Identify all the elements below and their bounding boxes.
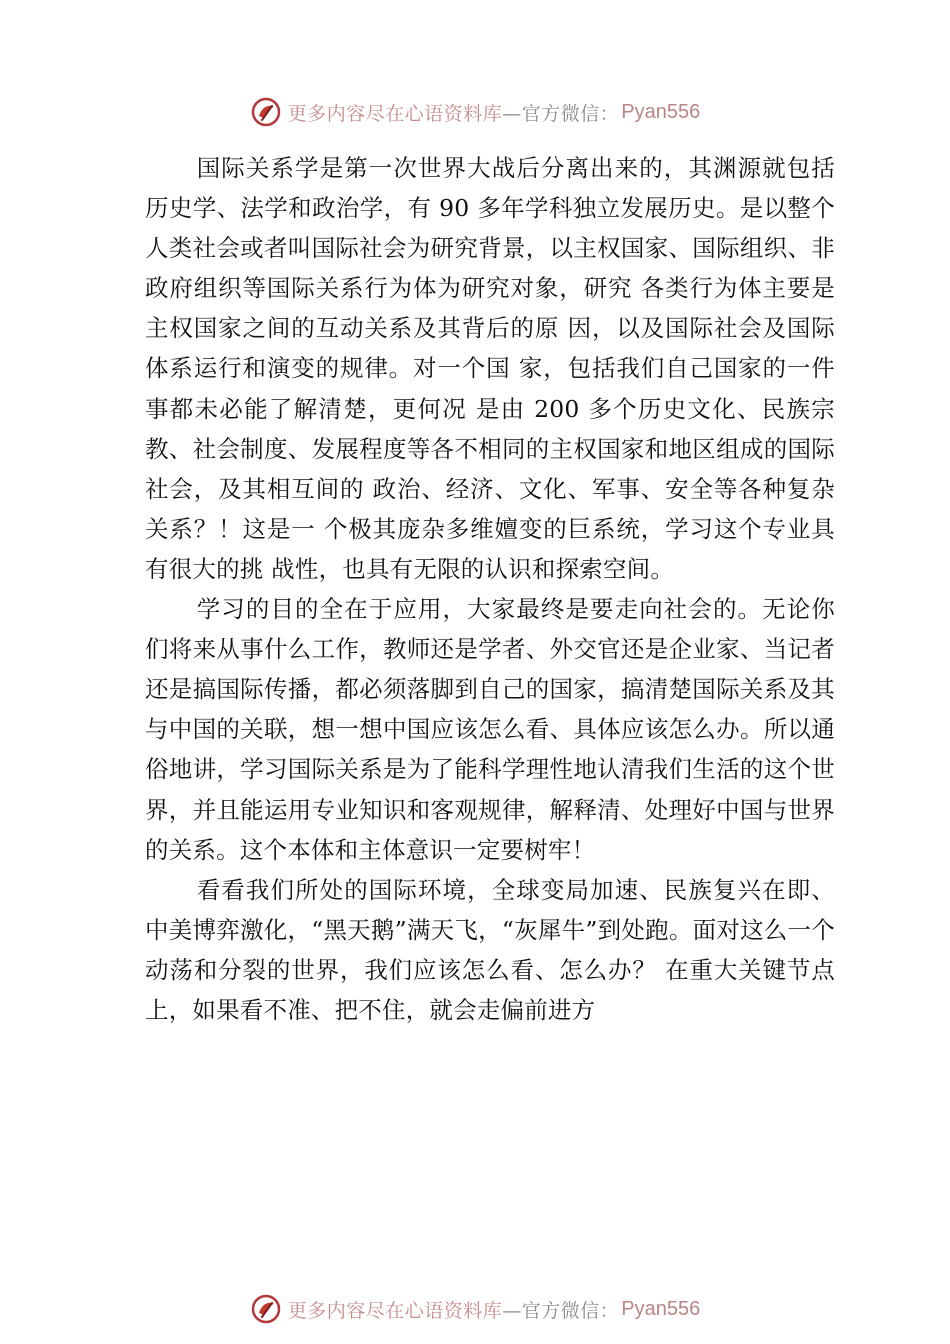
- paragraph-1: 国际关系学是第一次世界大战后分离出来的，其渊源就包括历史学、法学和政治学，有 90 多年学科独立发展历史。是以整个人类社会或者叫国际社会为研究背景，以主权国家、国际组织、非政府组织等国际关系行为体为研究对象，研究 各类行为体主要是主权国家之间的互动关系及其背后的原 因，以及国际社会及国际体系运行和演变的规律。对一个国 家，包括我们自己国家的一件事都未必能了解清楚，更何况 是由 200 多个历史文化、民族宗教、社会制度、发展程度等各不相同的主权国家和地区组成的国际社会，及其相互间的 政治、经济、文化、军事、安全等各种复杂关系？！这是一 个极其庞杂多维嬗变的巨系统，学习这个专业具有很大的挑 战性，也具有无限的认识和探索空间。: [145, 154, 835, 583]
- banner-separator-text: —官方微信：: [502, 1299, 620, 1322]
- document-body: [145, 148, 835, 1030]
- header-watermark-banner: [0, 92, 950, 132]
- banner-separator-text: —官方微信：: [502, 102, 620, 125]
- red-ink-brush-emblem-icon: [250, 96, 282, 128]
- banner-main-text: 更多内容尽在心语资料库: [287, 1299, 503, 1322]
- red-ink-brush-emblem-icon: [250, 1293, 282, 1325]
- paragraph-2: 学习的目的全在于应用，大家最终是要走向社会的。无论你们将来从事什么工作，教师还是学者、外交官还是企业家、当记者还是搞国际传播，都必须落脚到自己的国家，搞清楚国际关系及其与中国的关联，想一想中国应该怎么看、具体应该怎么办。所以通俗地讲，学习国际关系是为了能科学理性地认清我们生活的这个世界，并且能运用专业知识和客观规律，解释清、处理好中国与世界的关系。这个本体和主体意识一定要树牢！: [145, 595, 835, 864]
- wechat-id: Pyan556: [621, 1297, 701, 1320]
- banner-main-text: 更多内容尽在心语资料库: [287, 102, 503, 125]
- wechat-id: Pyan556: [621, 100, 701, 123]
- paragraph-3: 看看我们所处的国际环境，全球变局加速、民族复兴在即、中美博弈激化，“黑天鹅”满天飞，“灰犀牛”到处跑。面对这么一个动荡和分裂的世界，我们应该怎么看、怎么办？ 在重大关键节点上，如果看不准、把不住，就会走偏前进方: [145, 875, 835, 1024]
- footer-watermark-banner: [0, 1289, 950, 1329]
